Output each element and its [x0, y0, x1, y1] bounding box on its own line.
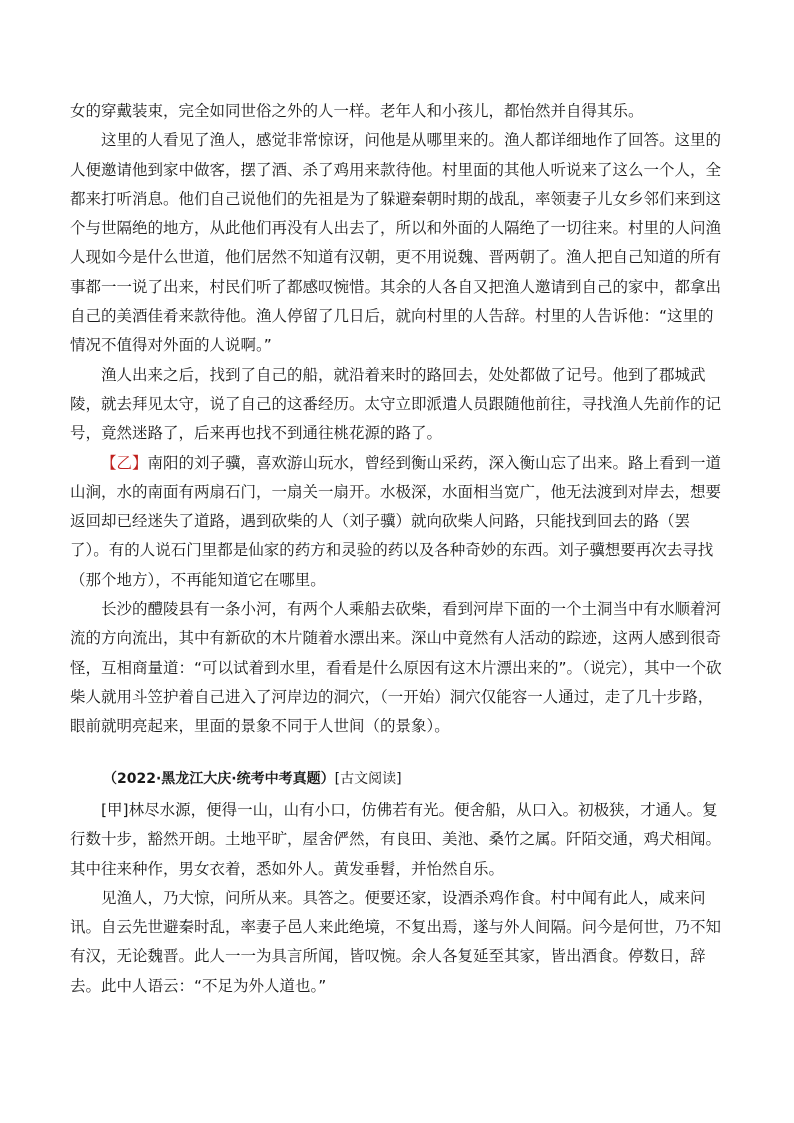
paragraph-jia-text: [甲]林尽水源，便得一山，山有小口，仿佛若有光。便舍船，从口入。初极狭，才通人。复行数十步，豁然开朗。土地平旷，屋舍俨然，有良田、美池、桑竹之属。阡陌交通，鸡犬相闻。其中往来种作，男女衣着，悉如外人。黄发垂髫，并怡然自乐。 — [70, 801, 722, 878]
paragraph-yi-liu-ziji — [70, 449, 725, 595]
yi-marker: 【乙】 — [101, 453, 148, 472]
translation-section — [70, 97, 725, 742]
paragraph-jia-text-continued: 见渔人，乃大惊，问所从来。具答之。便要还家，设酒杀鸡作食。村中闻有此人，咸来问讯。自云先世避秦时乱，率妻子邑人来此绝境，不复出焉，遂与外人间隔。问今是何世，乃不知有汉，无论魏晋。此人一一为具言所闻，皆叹惋。余人各复延至其家，皆出酒食。停数日，辞去。此中人语云：“不足为外人道也。” — [70, 888, 722, 995]
paragraph-fisherman-welcomed: 这里的人看见了渔人，感觉非常惊讶，问他是从哪里来的。渔人都详细地作了回答。这里的人便邀请他到家中做客，摆了酒、杀了鸡用来款待他。村里面的其他人听说来了这么一个人，全都来打听消息。他们自己说他们的先祖是为了躲避秦朝时期的战乱，率领妻子儿女乡邻们来到这个与世隔绝的地方，从此他们再没有人出去了，所以和外面的人隔绝了一切往来。村里的人问渔人现如今是什么世道，他们居然不知道有汉朝，更不用说魏、晋两朝了。渔人把自己知道的所有事都一一说了出来，村民们听了都感叹惋惜。其余的人各自又把渔人邀请到自己的家中，都拿出自己的美酒佳肴来款待他。渔人停留了几日后，就向村里的人告辞。村里的人告诉他：“这里的情况不值得对外面的人说啊。” — [70, 131, 722, 355]
paragraph-fisherman-returns: 渔人出来之后，找到了自己的船，就沿着来时的路回去，处处都做了记号。他到了郡城武陵，就去拜见太守，说了自己的这番经历。太守立即派遣人员跟随他前往，寻找渔人先前作的记号，竟然迷路了，后来再也找不到通往桃花源的路了。 — [70, 365, 722, 443]
classical-text-section — [70, 796, 725, 1001]
yi-text: 南阳的刘子骥，喜欢游山玩水，曾经到衡山采药，深入衡山忘了出来。路上看到一道山涧，水的南面有两扇石门，一扇关一扇开。水极深，水面相当宽广，他无法渡到对岸去，想要返回却已经迷失了道路，遇到砍柴的人（刘子骥）就向砍柴人问路，只能找到回去的路（罢了）。有的人说石门里都是仙家的药方和灵验的药以及各种奇妙的东西。刘子骥想要再次去寻找（那个地方），不再能知道它在哪里。 — [70, 453, 722, 589]
exam-question-header — [103, 769, 402, 789]
exam-source: （2022·黑龙江大庆·统考中考真题） — [103, 771, 335, 787]
exam-category: [古文阅读] — [334, 771, 402, 787]
paragraph-liling-woodcutters: 长沙的醴陵县有一条小河，有两个人乘船去砍柴，看到河岸下面的一个土洞当中有水顺着河流的方向流出，其中有新砍的木片随着水漂出来。深山中竟然有人活动的踪迹，这两人感到很奇怪，互相商量道：“可以试着到水里，看看是什么原因有这木片漂出来的”。（说完），其中一个砍柴人就用斗笠护着自己进入了河岸边的洞穴，（一开始）洞穴仅能容一人通过，走了几十步路，眼前就明亮起来，里面的景象不同于人世间（的景象）。 — [70, 600, 722, 736]
paragraph-continuation: 女的穿戴装束，完全如同世俗之外的人一样。老年人和小孩儿，都怡然并自得其乐。 — [70, 102, 644, 120]
